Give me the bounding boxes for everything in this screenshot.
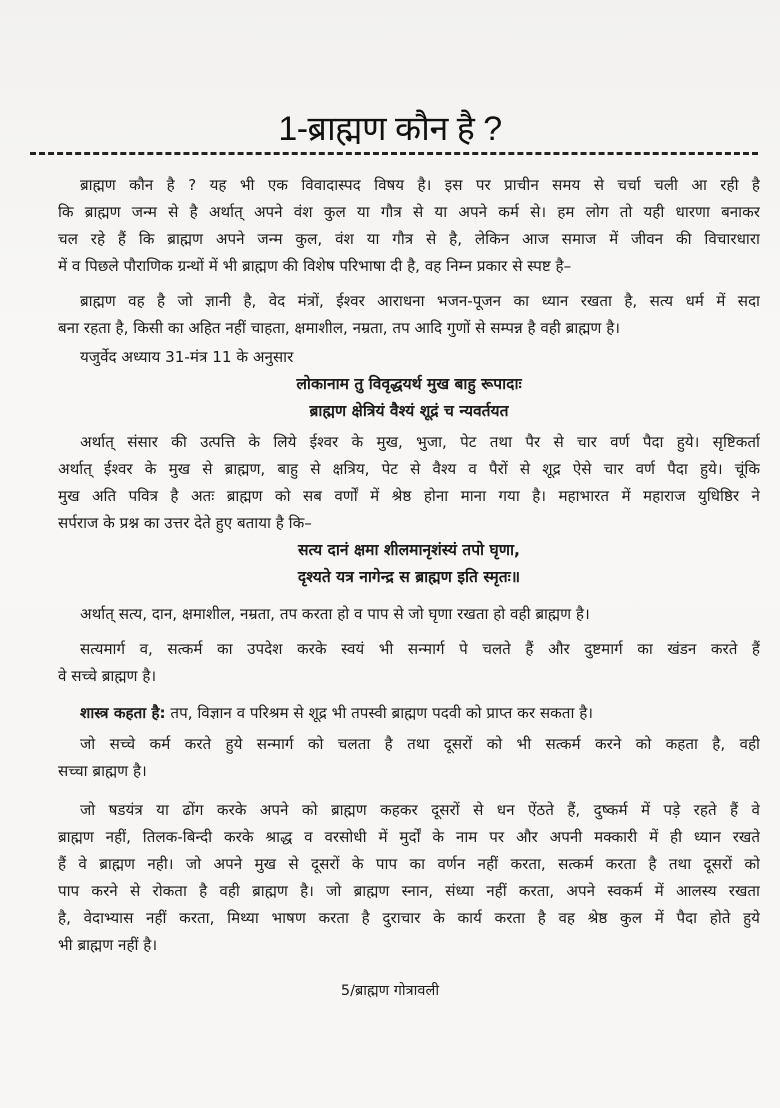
paragraph — [58, 636, 760, 690]
line-text: सत्य दानं क्षमा शीलमानृशंस्यं तपो घृणा, — [298, 541, 520, 559]
document-body — [58, 172, 760, 959]
text-line — [58, 253, 760, 280]
text-line — [58, 824, 760, 851]
line-text: में व पिछले पौराणिक ग्रन्थों में भी ब्राह्मण की विशेष परिभाषा दी है, वह निम्न प्रकार से स्पष्ट है– — [58, 257, 572, 275]
verse-line — [58, 564, 760, 591]
line-text: सच्चा ब्राह्मण है। — [58, 762, 147, 780]
line-text: जो सच्चे कर्म करते हुये सन्मार्ग को चलता है तथा दूसरों को भी सत्कर्म करने को कहता है, वही — [80, 735, 760, 753]
verse-block — [58, 371, 760, 425]
text-line — [58, 172, 760, 199]
text-line — [58, 905, 760, 932]
text-line — [58, 758, 760, 785]
line-text: चल रहे हैं कि ब्राह्मण अपने जन्म कुल, वंश या गौत्र से है, लेकिन आज समाज में जीवन की विचारधारा — [58, 230, 760, 248]
line-text: वे सच्चे ब्राह्मण है। — [58, 667, 157, 685]
emphasis-lead: शास्त्र कहता है: — [80, 704, 166, 722]
line-text: जो षडयंत्र या ढोंग करके अपने को ब्राह्मण कहकर दूसरों से धन ऐंठते हैं, दुष्कर्म में पड़े रहते हैं वे — [80, 801, 760, 819]
text-line — [58, 700, 760, 727]
text-line — [58, 315, 760, 342]
line-text: मुख अति पवित्र है अतः ब्राह्मण को सब वर्णों में श्रेष्ठ होना माना गया है। महाभारत में महाराज युधिष्ठिर ने — [58, 487, 760, 505]
text-line — [58, 429, 760, 456]
text-line — [58, 288, 760, 315]
verse-line — [58, 371, 760, 398]
text-line — [58, 636, 760, 663]
text-line — [58, 510, 760, 537]
line-text: है, वेदाभ्यास नहीं करता, मिथ्या भाषण करता है दुराचार के कार्य करता है वह श्रेष्ठ कुल में पैदा होते हुये — [58, 909, 760, 927]
text-line — [58, 851, 760, 878]
text-line — [58, 199, 760, 226]
text-line — [58, 797, 760, 824]
text-line — [58, 731, 760, 758]
line-text: अर्थात् संसार की उत्पत्ति के लिये ईश्वर के मुख, भुजा, पेट तथा पैर से चार वर्ण पैदा हुये। सृष्टिकर्ता — [80, 433, 760, 451]
line-text: तप, विज्ञान व परिश्रम से शूद्र भी तपस्वी ब्राह्मण पदवी को प्राप्त कर सकता है। — [165, 704, 594, 722]
verse-block — [58, 537, 760, 591]
verse-line — [58, 537, 760, 564]
line-text: पाप करने से रोकता है वही ब्राह्मण है। जो ब्राह्मण स्नान, संध्या नहीं करता, अपने स्वकर्म में आलस्य रखता — [58, 882, 760, 900]
chapter-title: 1-ब्राह्मण कौन है ? — [278, 110, 502, 148]
text-line — [58, 663, 760, 690]
paragraph — [58, 700, 760, 727]
text-line — [58, 344, 760, 371]
paragraph — [58, 172, 760, 280]
line-text: सर्पराज के प्रश्न का उत्तर देते हुए बताया है कि– — [58, 514, 312, 532]
paragraph — [58, 344, 760, 371]
text-line — [58, 878, 760, 905]
line-text: भी ब्राह्मण नहीं है। — [58, 936, 158, 954]
dashed-divider — [30, 152, 758, 155]
paragraph — [58, 601, 760, 628]
line-text: ब्राह्मण कौन है ? यह भी एक विवादास्पद विषय है। इस पर प्राचीन समय से चर्चा चली आ रही है — [80, 176, 760, 194]
line-text: हैं वे ब्राह्मण नही। जो अपने मुख से दूसरों के पाप का वर्णन नहीं करता, सत्कर्म करता है तथा दूसरों को — [58, 855, 760, 873]
line-text: दृश्यते यत्र नागेन्द्र स ब्राह्मण इति स्मृतः॥ — [297, 568, 521, 586]
paragraph — [58, 429, 760, 537]
line-text: कि ब्राह्मण जन्म से है अर्थात् अपने वंश कुल या गौत्र से या अपने कर्म से। हम लोग तो यही धारणा बनाकर — [58, 203, 760, 221]
line-text: अर्थात् सत्य, दान, क्षमाशील, नम्रता, तप करता हो व पाप से जो घृणा रखता हो वही ब्राह्मण है। — [80, 605, 590, 623]
text-line — [58, 456, 760, 483]
text-line — [58, 226, 760, 253]
line-text: यजुर्वेद अध्याय 31-मंत्र 11 के अनुसार — [80, 348, 294, 366]
line-text: ब्राह्मण वह है जो ज्ञानी है, वेद मंत्रों, ईश्वर आराधना भजन-पूजन का ध्यान रखता है, सत्य धर्म में सदा — [80, 292, 760, 310]
verse-line — [58, 398, 760, 425]
line-text: ब्राह्मण नहीं, तिलक-बिन्दी करके श्राद्ध व वरसोधी में मुर्दों के नाम पर और अपनी मक्कारी में ही ध्यान रखते — [58, 828, 760, 846]
line-text: लोकानाम तु विवृद्धयर्थ मुख बाहु रूपादाः — [296, 375, 522, 393]
page-footer: 5/ब्राह्मण गोत्रावली — [340, 983, 440, 999]
text-line — [58, 601, 760, 628]
paragraph — [58, 288, 760, 342]
text-line — [58, 932, 760, 959]
paragraph — [58, 731, 760, 785]
paragraph — [58, 797, 760, 959]
text-line — [58, 483, 760, 510]
line-text: सत्यमार्ग व, सत्कर्म का उपदेश करके स्वयं भी सन्मार्ग पे चलते हैं और दुष्टमार्ग का खंडन करते हैं — [80, 640, 760, 658]
line-text: अर्थात् ईश्वर के मुख से ब्राह्मण, बाहु से क्षत्रिय, पेट से वैश्य व पैरों से शूद्र ऐसे चार वर्ण पैदा हुये। चूंकि — [58, 460, 760, 478]
line-text: बना रहता है, किसी का अहित नहीं चाहता, क्षमाशील, नम्रता, तप आदि गुणों से सम्पन्न है वही ब्राह्मण है। — [58, 319, 621, 337]
line-text: ब्राह्मण क्षेत्रियं वैश्यं शूद्रं च न्यवर्तयत — [309, 402, 509, 420]
